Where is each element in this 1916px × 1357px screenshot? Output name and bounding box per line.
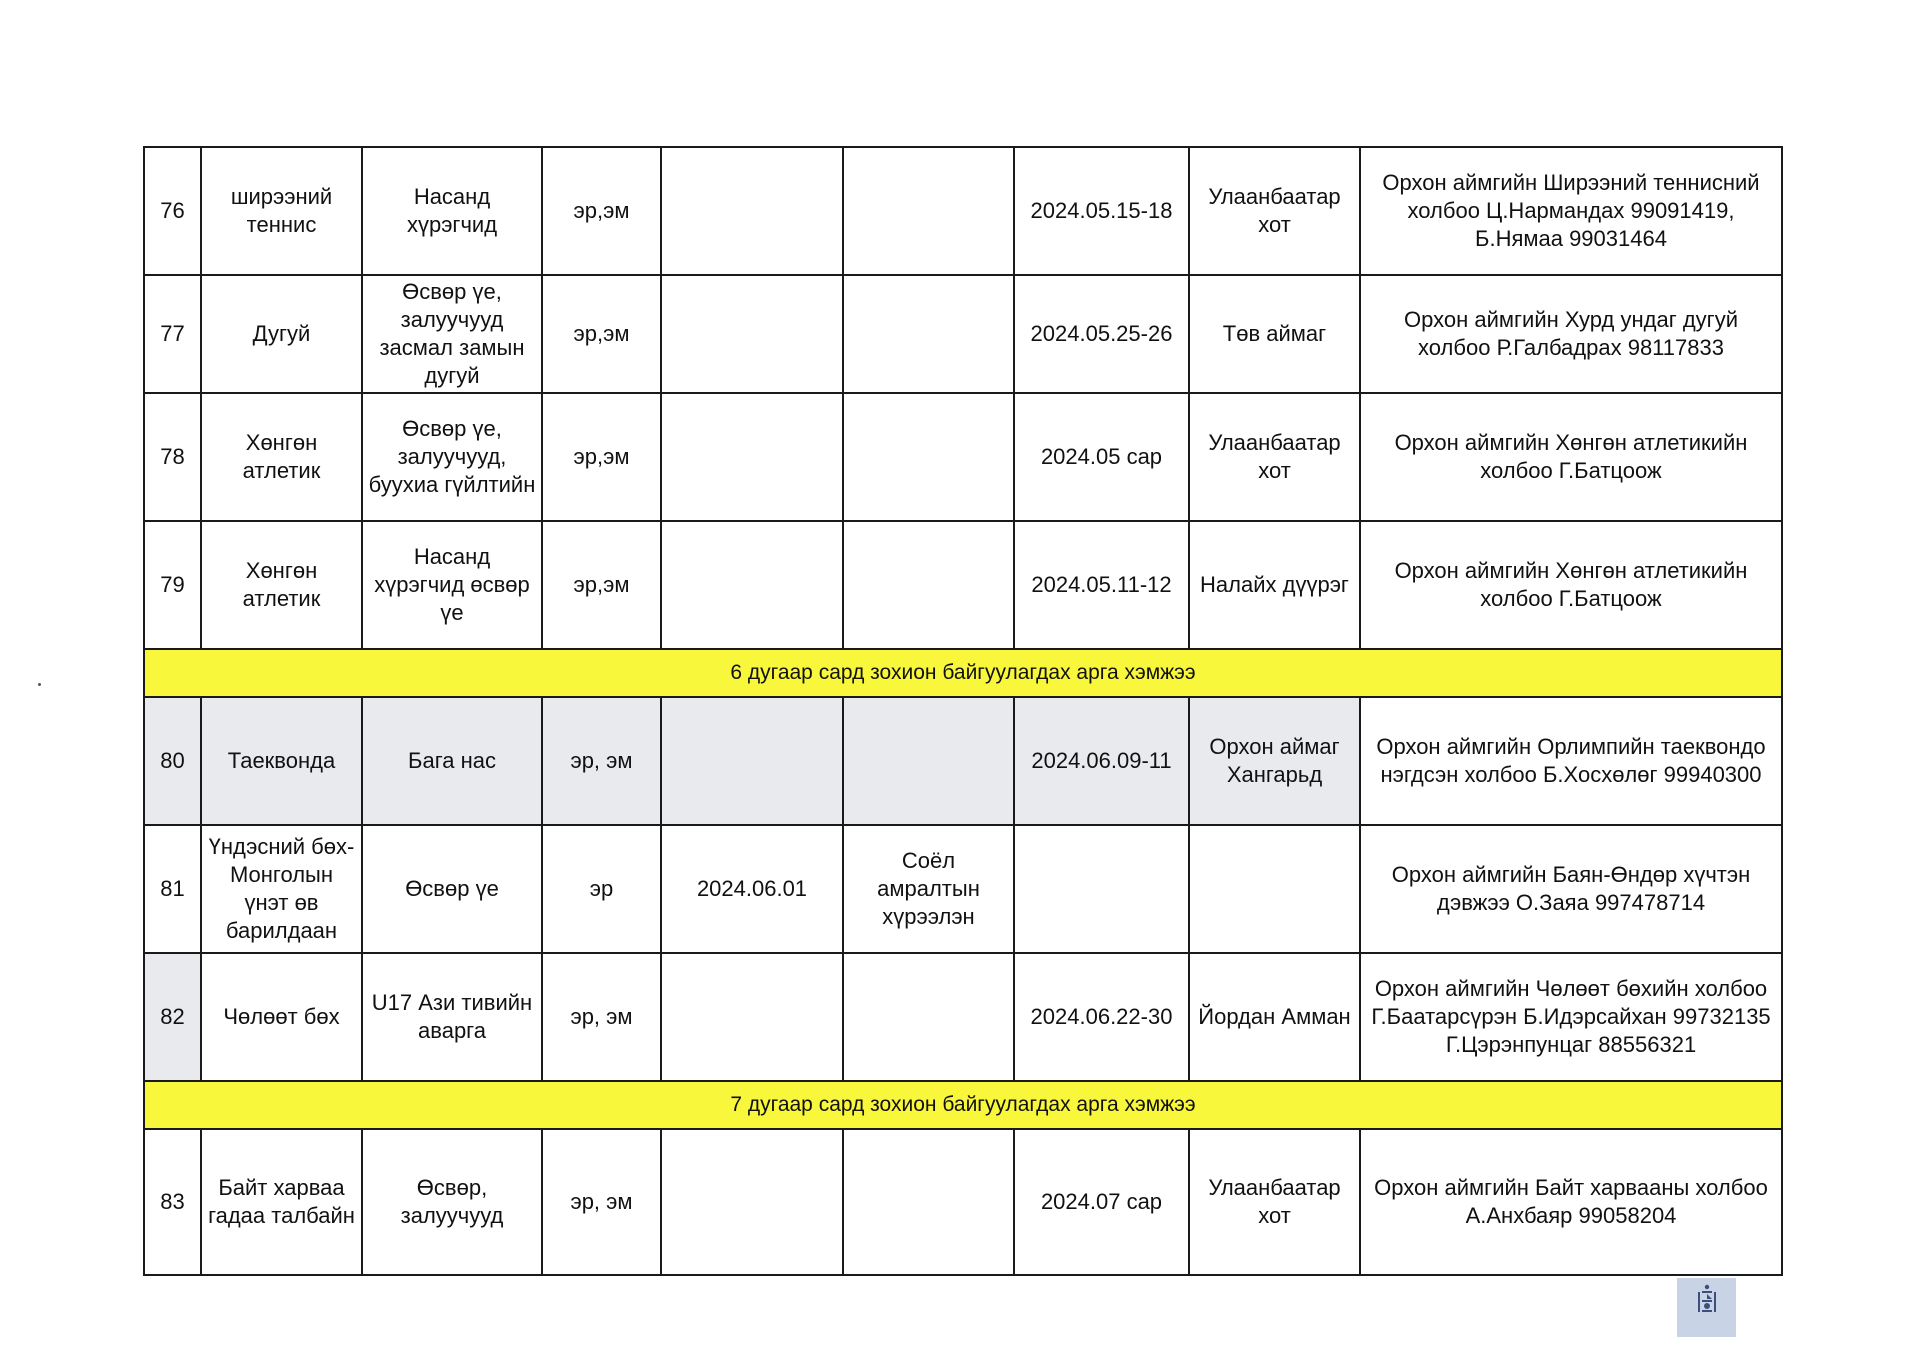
event-location: Төв аймаг	[1189, 275, 1360, 393]
gender: эр, эм	[542, 1129, 661, 1275]
sport-name: Таеквонда	[201, 697, 362, 825]
table-row	[144, 825, 1782, 953]
event-location: Улаанбаатар хот	[1189, 147, 1360, 275]
participants: Өсвөр үе, залуучууд, буухиа гүйлтийн	[362, 393, 542, 521]
event-date: 2024.05.11-12	[1014, 521, 1189, 649]
organizer-contact: Орхон аймгийн Орлимпийн таеквондо нэгдсэн холбоо Б.Хосхөлөг 99940300	[1360, 697, 1782, 825]
local-date	[661, 953, 843, 1081]
organizer-contact: Орхон аймгийн Хурд ундаг дугуй холбоо Р.Галбадрах 98117833	[1360, 275, 1782, 393]
local-venue	[843, 1129, 1014, 1275]
event-date	[1014, 825, 1189, 953]
local-date	[661, 275, 843, 393]
participants: U17 Ази тивийн аварга	[362, 953, 542, 1081]
event-location: Йордан Амман	[1189, 953, 1360, 1081]
organizer-contact: Орхон аймгийн Чөлөөт бөхийн холбоо Г.Баатарсүрэн Б.Идэрсайхан 99732135 Г.Цэрэнпунцаг 88556321	[1360, 953, 1782, 1081]
gender: эр,эм	[542, 521, 661, 649]
event-date: 2024.05.25-26	[1014, 275, 1189, 393]
gender: эр, эм	[542, 697, 661, 825]
local-date	[661, 1129, 843, 1275]
table-row	[144, 147, 1782, 275]
row-number: 77	[144, 275, 201, 393]
section-title: 7 дугаар сард зохион байгуулагдах арга хэмжээ	[144, 1081, 1782, 1129]
sport-name: Хөнгөн атлетик	[201, 393, 362, 521]
gender: эр	[542, 825, 661, 953]
participants: Өсвөр үе, залуучууд засмал замын дугуй	[362, 275, 542, 393]
participants: Насанд хүрэгчид өсвөр үе	[362, 521, 542, 649]
local-date	[661, 697, 843, 825]
gender: эр,эм	[542, 147, 661, 275]
participants: Бага нас	[362, 697, 542, 825]
organizer-contact: Орхон аймгийн Хөнгөн атлетикийн холбоо Г.Батцоож	[1360, 521, 1782, 649]
local-venue	[843, 147, 1014, 275]
sport-name: Хөнгөн атлетик	[201, 521, 362, 649]
table-row	[144, 697, 1782, 825]
section-header-row	[144, 649, 1782, 697]
event-location: Орхон аймаг Хангарьд	[1189, 697, 1360, 825]
event-location: Налайх дүүрэг	[1189, 521, 1360, 649]
local-venue: Соёл амралтын хүрээлэн	[843, 825, 1014, 953]
event-location	[1189, 825, 1360, 953]
section-title: 6 дугаар сард зохион байгуулагдах арга хэмжээ	[144, 649, 1782, 697]
local-venue	[843, 697, 1014, 825]
local-venue	[843, 521, 1014, 649]
organizer-contact: Орхон аймгийн Баян-Өндөр хүчтэн дэвжээ О.Заяа 997478714	[1360, 825, 1782, 953]
event-location: Улаанбаатар хот	[1189, 1129, 1360, 1275]
organizer-contact: Орхон аймгийн Байт харвааны холбоо А.Анхбаяр 99058204	[1360, 1129, 1782, 1275]
soyombo-emblem-icon	[1696, 1284, 1718, 1314]
row-number: 81	[144, 825, 201, 953]
table-row	[144, 275, 1782, 393]
row-number: 78	[144, 393, 201, 521]
table-row	[144, 393, 1782, 521]
event-location: Улаанбаатар хот	[1189, 393, 1360, 521]
row-number: 79	[144, 521, 201, 649]
sport-name: Үндэсний бөх- Монголын үнэт өв барилдаан	[201, 825, 362, 953]
row-number: 76	[144, 147, 201, 275]
organizer-contact: Орхон аймгийн Ширээний теннисний холбоо Ц.Нармандах 99091419, Б.Нямаа 99031464	[1360, 147, 1782, 275]
event-date: 2024.06.09-11	[1014, 697, 1189, 825]
local-venue	[843, 393, 1014, 521]
local-venue	[843, 275, 1014, 393]
table-row	[144, 521, 1782, 649]
event-date: 2024.05.15-18	[1014, 147, 1189, 275]
sport-name: Чөлөөт бөх	[201, 953, 362, 1081]
local-date: 2024.06.01	[661, 825, 843, 953]
organizer-contact: Орхон аймгийн Хөнгөн атлетикийн холбоо Г.Батцоож	[1360, 393, 1782, 521]
local-date	[661, 393, 843, 521]
government-seal	[1677, 1278, 1736, 1337]
event-date: 2024.05 сар	[1014, 393, 1189, 521]
local-date	[661, 147, 843, 275]
section-header-row	[144, 1081, 1782, 1129]
event-date: 2024.07 сар	[1014, 1129, 1189, 1275]
participants: Өсвөр үе	[362, 825, 542, 953]
local-date	[661, 521, 843, 649]
event-date: 2024.06.22-30	[1014, 953, 1189, 1081]
row-number: 80	[144, 697, 201, 825]
gender: эр,эм	[542, 393, 661, 521]
row-number: 82	[144, 953, 201, 1081]
scan-speck	[38, 683, 41, 686]
row-number: 83	[144, 1129, 201, 1275]
sport-name: ширээний теннис	[201, 147, 362, 275]
gender: эр,эм	[542, 275, 661, 393]
table-row	[144, 1129, 1782, 1275]
participants: Насанд хүрэгчид	[362, 147, 542, 275]
sport-name: Байт харваа гадаа талбайн	[201, 1129, 362, 1275]
event-schedule-table	[143, 146, 1783, 1276]
gender: эр, эм	[542, 953, 661, 1081]
local-venue	[843, 953, 1014, 1081]
participants: Өсвөр, залуучууд	[362, 1129, 542, 1275]
table-row	[144, 953, 1782, 1081]
sport-name: Дугуй	[201, 275, 362, 393]
